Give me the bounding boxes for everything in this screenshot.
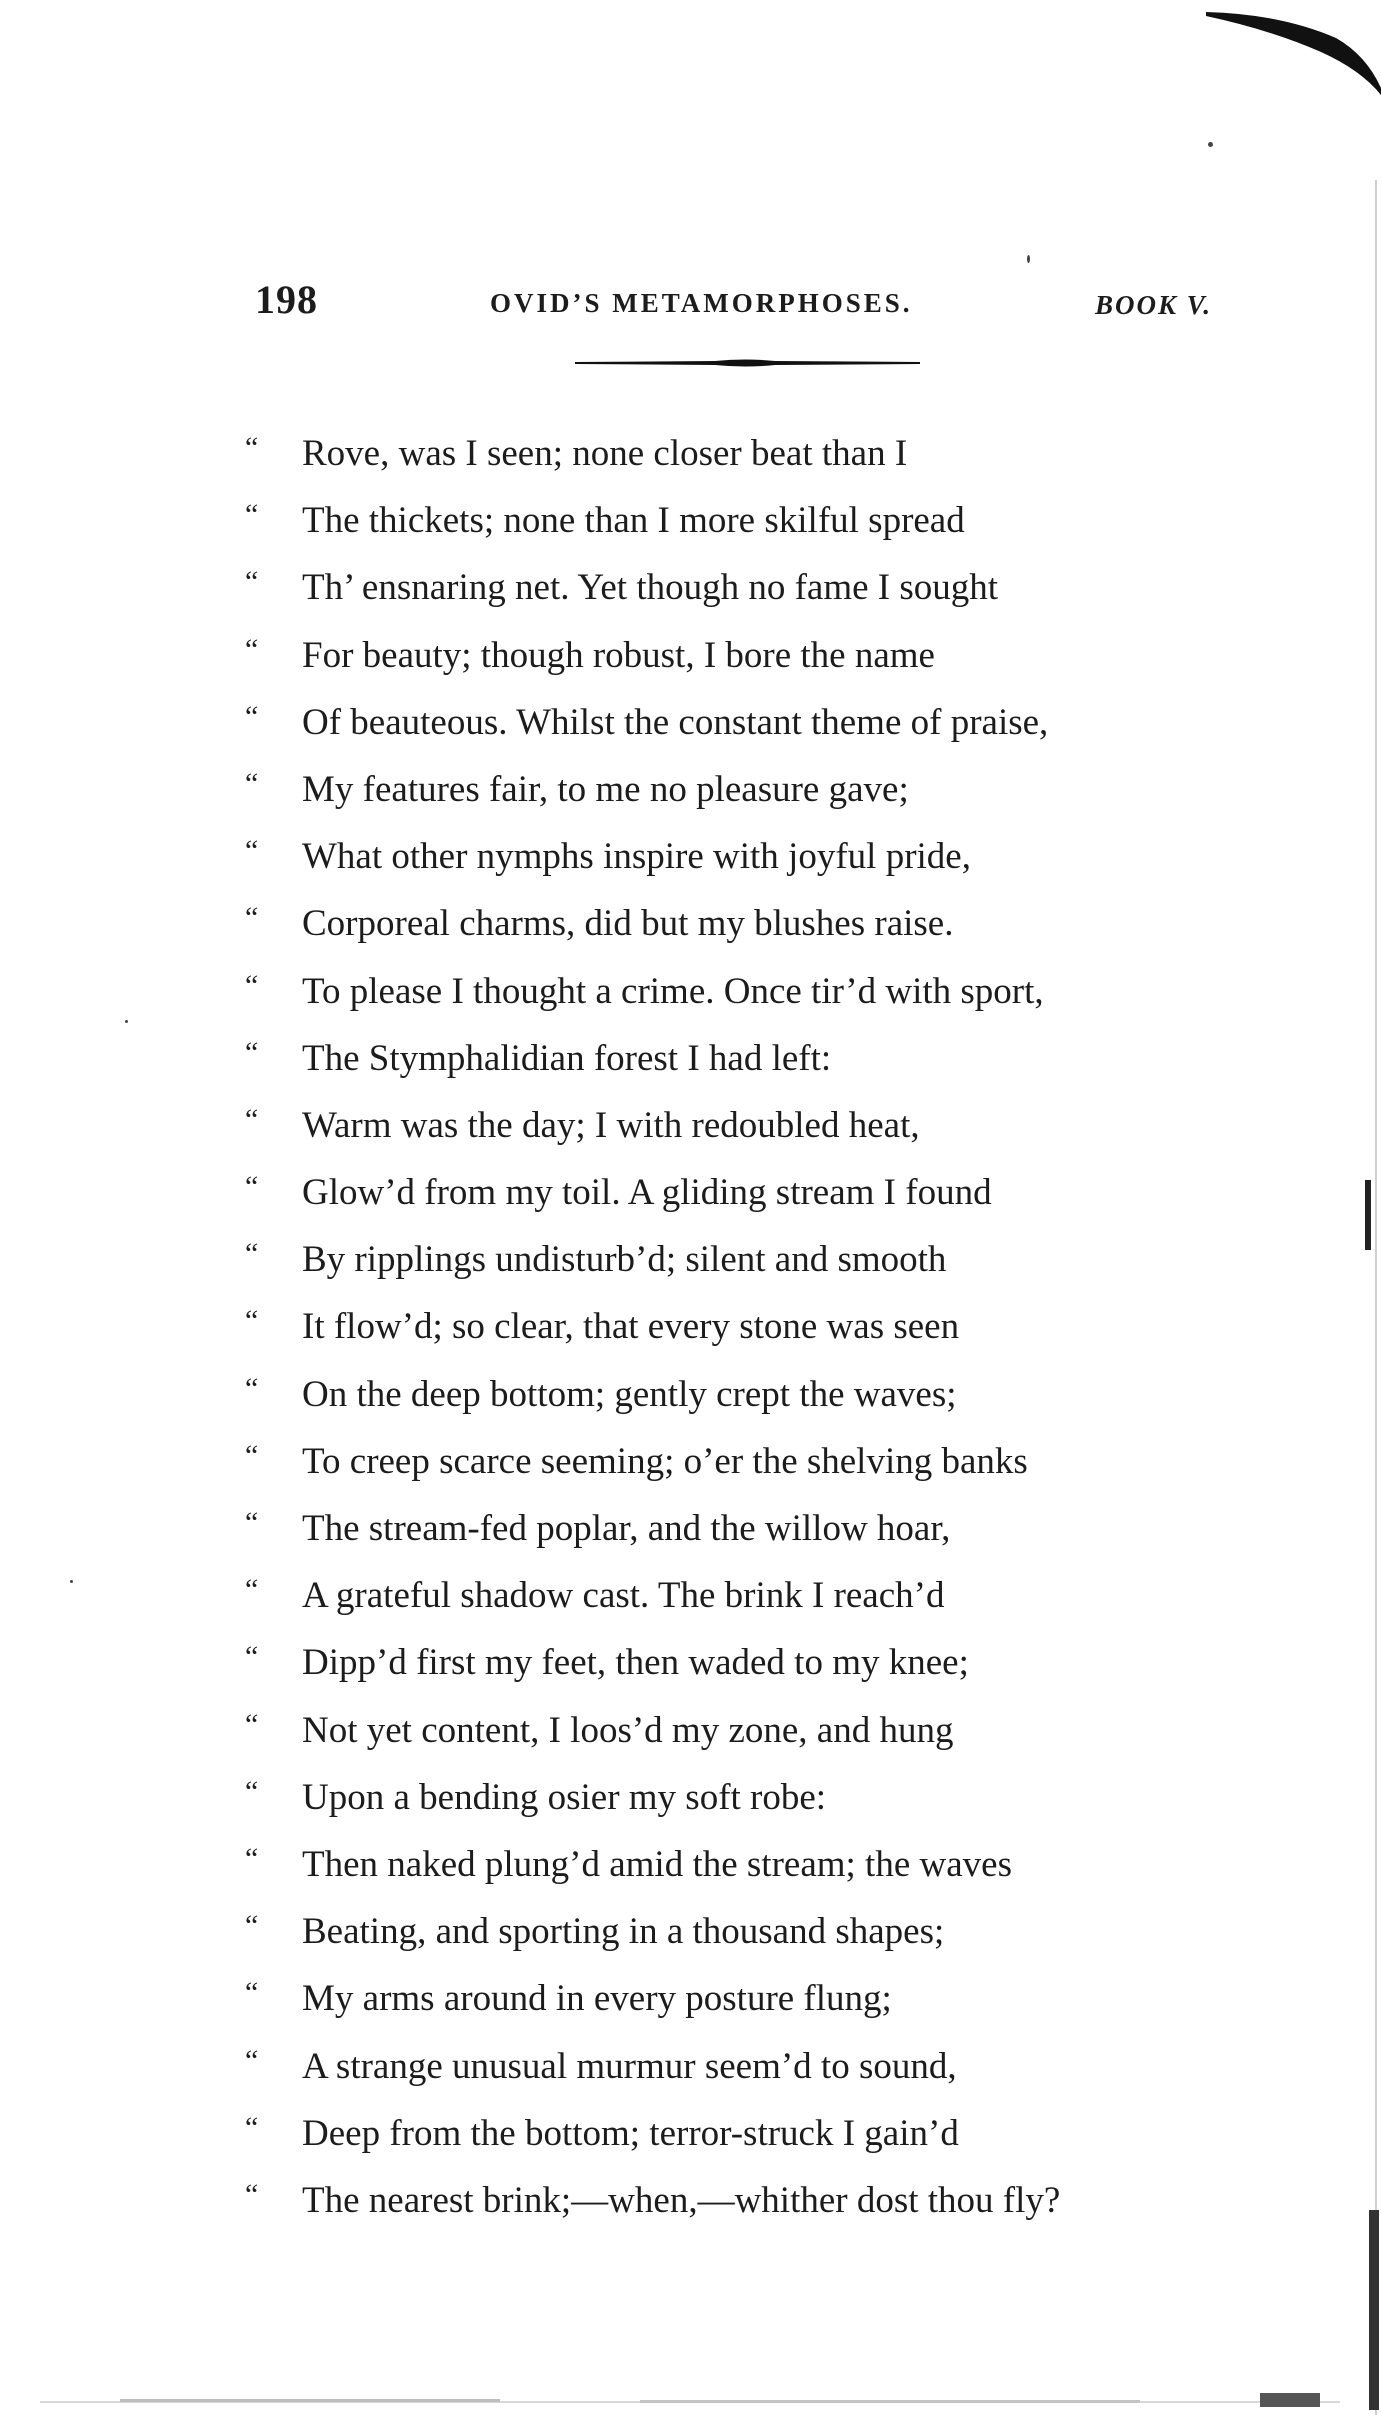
verse-line [245, 2100, 1245, 2167]
verse-text: Th’ ensnaring net. Yet though no fame I sought [302, 567, 999, 609]
running-title: OVID’S METAMORPHOSES. [490, 288, 913, 318]
verse-line [245, 420, 1245, 487]
verse-text: Corporeal charms, did but my blushes raise. [302, 903, 954, 945]
open-quote-mark: “ [245, 2043, 259, 2077]
poem [245, 420, 1245, 2234]
verse-line [245, 2033, 1245, 2100]
verse-text: Dipp’d first my feet, then waded to my knee; [302, 1642, 969, 1684]
verse-text: The stream-fed poplar, and the willow hoar, [302, 1508, 951, 1549]
verse-text: To please I thought a crime. Once tir’d with sport, [302, 970, 1044, 1012]
open-quote-mark: “ [245, 1170, 259, 1204]
verse-line [245, 622, 1245, 689]
open-quote-mark: “ [245, 2110, 259, 2144]
open-quote-mark: “ [245, 1304, 259, 1338]
book-label: BOOK V. [1095, 290, 1213, 320]
verse-line [245, 823, 1245, 890]
verse-text: By ripplings undisturb’d; silent and smooth [302, 1239, 947, 1281]
verse-line [245, 1562, 1245, 1629]
verse-text: Of beauteous. Whilst the constant theme of praise, [302, 701, 1049, 743]
verse-line [245, 1495, 1245, 1562]
verse-text: Glow’d from my toil. A gliding stream I found [302, 1172, 992, 1214]
open-quote-mark: “ [245, 1909, 259, 1943]
verse-line [245, 1764, 1245, 1831]
verse-line [245, 1293, 1245, 1360]
verse-text: Beating, and sporting in a thousand shapes; [302, 1911, 945, 1953]
verse-text: My arms around in every posture flung; [302, 1978, 892, 2020]
verse-line [245, 1025, 1245, 1092]
open-quote-mark: “ [245, 834, 259, 868]
open-quote-mark: “ [245, 968, 259, 1002]
page-number: 198 [255, 277, 318, 322]
verse-text: On the deep bottom; gently crept the waves; [302, 1373, 957, 1415]
verse-line [245, 487, 1245, 554]
verse-text: Deep from the bottom; terror-struck I gain’d [302, 2112, 959, 2154]
verse-line [245, 1629, 1245, 1696]
running-head [0, 276, 1381, 336]
verse-line [245, 1361, 1245, 1428]
open-quote-mark: “ [245, 1774, 259, 1808]
verse-text: The thickets; none than I more skilful spread [302, 500, 965, 542]
verse-line [245, 1898, 1245, 1965]
verse-text: My features fair, to me no pleasure gave; [302, 768, 909, 810]
verse-text: It flow’d; so clear, that every stone was seen [302, 1306, 960, 1348]
verse-line [245, 2167, 1245, 2234]
verse-text: For beauty; though robust, I bore the name [302, 634, 935, 676]
verse-line [245, 1697, 1245, 1764]
open-quote-mark: “ [245, 1841, 259, 1875]
verse-text: To creep scarce seeming; o’er the shelving banks [302, 1440, 1028, 1482]
open-quote-mark: “ [245, 1371, 259, 1405]
verse-line [245, 958, 1245, 1025]
open-quote-mark: “ [245, 1438, 259, 1472]
verse-text: What other nymphs inspire with joyful pride, [302, 836, 971, 878]
verse-line [245, 1226, 1245, 1293]
verse-line [245, 756, 1245, 823]
open-quote-mark: “ [245, 1237, 259, 1271]
open-quote-mark: “ [245, 1506, 259, 1539]
title-rule [575, 358, 920, 368]
verse-line [245, 554, 1245, 621]
open-quote-mark: “ [245, 1102, 259, 1136]
verse-line [245, 1831, 1245, 1898]
verse-text: A grateful shadow cast. The brink I reach’d [302, 1575, 945, 1617]
page-edge-mark [1351, 180, 1381, 2415]
scan-speck [1027, 255, 1030, 263]
page-corner-shadow [1111, 0, 1381, 95]
open-quote-mark: “ [245, 498, 259, 532]
open-quote-mark: “ [245, 565, 259, 599]
verse-text: Rove, was I seen; none closer beat than I [302, 433, 908, 474]
open-quote-mark: “ [245, 632, 259, 666]
scan-speck [70, 1580, 73, 1583]
open-quote-mark: “ [245, 1573, 259, 1607]
open-quote-mark: “ [245, 1640, 259, 1674]
scan-bottom-noise [0, 2375, 1381, 2415]
open-quote-mark: “ [245, 699, 259, 733]
open-quote-mark: “ [245, 431, 259, 464]
verse-line [245, 1092, 1245, 1159]
verse-text: A strange unusual murmur seem’d to sound, [302, 2045, 957, 2087]
open-quote-mark: “ [245, 1976, 259, 2010]
scan-speck [125, 1020, 128, 1023]
verse-line [245, 1159, 1245, 1226]
verse-line [245, 1965, 1245, 2032]
open-quote-mark: “ [245, 2177, 259, 2211]
verse-line [245, 1428, 1245, 1495]
verse-text: Not yet content, I loos’d my zone, and hung [302, 1709, 954, 1751]
scan-speck [1208, 142, 1213, 147]
verse-line [245, 890, 1245, 957]
verse-text: Upon a bending osier my soft robe: [302, 1776, 827, 1818]
open-quote-mark: “ [245, 901, 259, 935]
open-quote-mark: “ [245, 766, 259, 800]
verse-text: Warm was the day; I with redoubled heat, [302, 1104, 920, 1146]
open-quote-mark: “ [245, 1707, 259, 1741]
verse-line [245, 689, 1245, 756]
open-quote-mark: “ [245, 1035, 259, 1069]
verse-text: The nearest brink;—when,—whither dost thou fly? [302, 2179, 1061, 2221]
verse-text: The Stymphalidian forest I had left: [302, 1037, 832, 1079]
verse-text: Then naked plung’d amid the stream; the waves [302, 1843, 1012, 1885]
